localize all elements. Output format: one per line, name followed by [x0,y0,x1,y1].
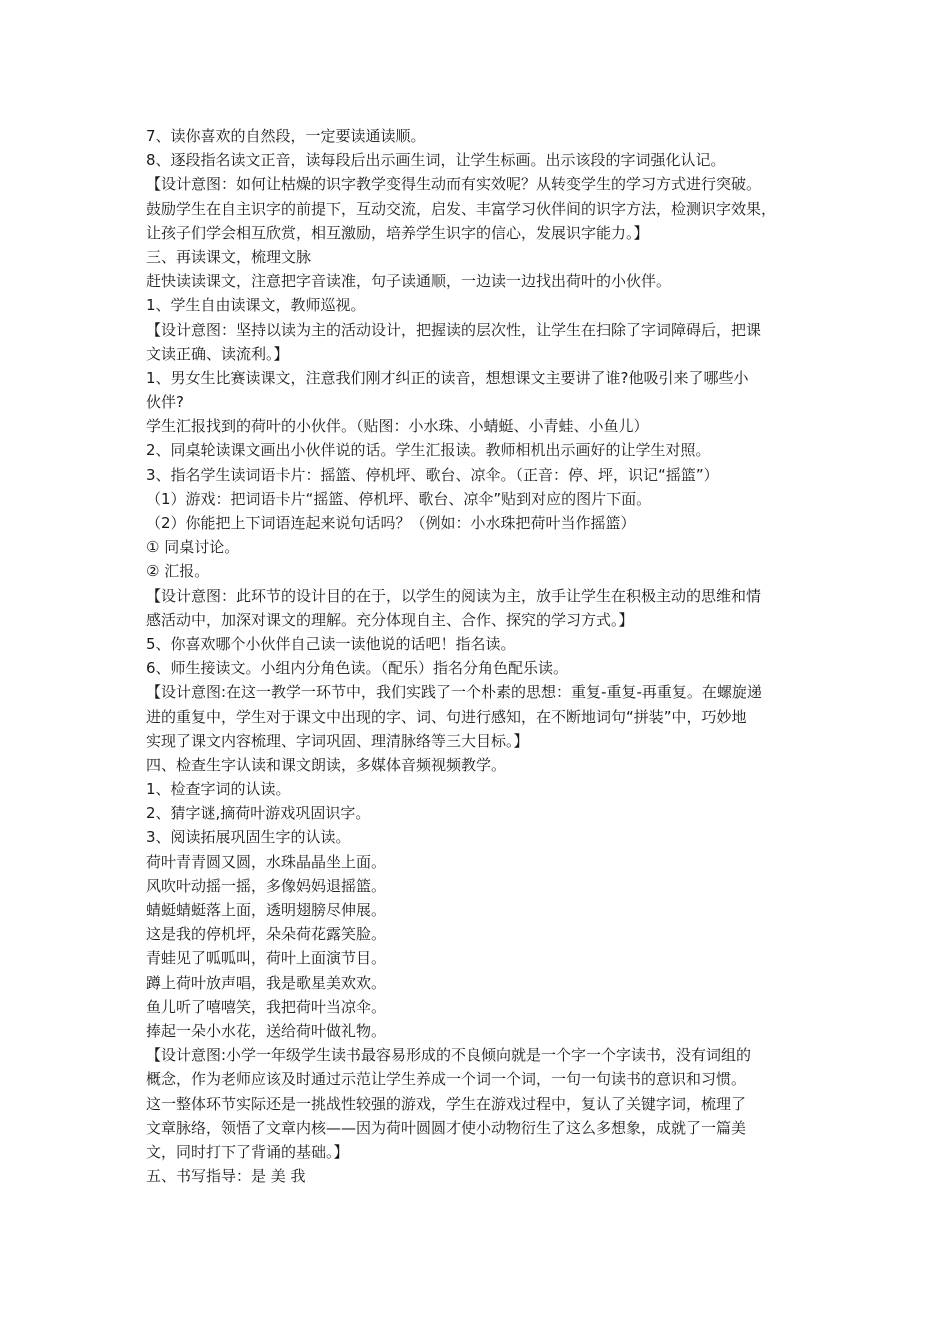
text-line: 3、阅读拓展巩固生字的认读。 [146,828,351,847]
text-line: 鼓励学生在自主识字的前提下，互动交流，启发、丰富学习伙伴间的识字方法，检测识字效果， [146,199,777,218]
text-line: 6、师生接读文。小组内分角色读。（配乐）指名分角色配乐读。 [146,659,569,678]
text-line: 伙伴? [146,393,184,412]
text-line: 概念，作为老师应该及时通过示范让学生养成一个词一个词，一句一句读书的意识和习惯。 [146,1070,747,1089]
text-line: 捧起一朵小水花，送给荷叶做礼物。 [146,1021,387,1040]
text-line: 四、检查生字认读和课文朗读，多媒体音频视频教学。 [146,755,507,774]
text-line: （1）游戏：把词语卡片“摇篮、停机坪、歌台、凉伞”贴到对应的图片下面。 [146,489,652,508]
text-line: ② 汇报。 [146,562,210,581]
text-line: 学生汇报找到的荷叶的小伙伴。（贴图：小水珠、小蜻蜓、小青蛙、小鱼儿） [146,417,649,436]
text-line: 1、学生自由读课文，教师巡视。 [146,296,366,315]
text-line: 让孩子们学会相互欣赏，相互激励，培养学生识字的信心，发展识字能力。】 [146,223,649,242]
text-line: 三、再读课文，梳理文脉 [146,247,312,266]
text-line: 这是我的停机坪，朵朵荷花露笑脸。 [146,925,387,944]
text-line: 8、逐段指名读文正音，读每段后出示画生词，让学生标画。出示该段的字词强化认记。 [146,151,726,170]
text-line: 7、读你喜欢的自然段，一定要读通读顺。 [146,127,426,145]
text-line: 感活动中，加深对课文的理解。充分体现自主、合作、探究的学习方式。】 [146,610,634,629]
text-line: 进的重复中，学生对于课文中出现的字、词、句进行感知，在不断地词句“拼装”中，巧妙地 [146,707,747,726]
text-line: 2、猜字谜,摘荷叶游戏巩固识字。 [146,804,371,823]
text-line: 【设计意图：如何让枯燥的识字教学变得生动而有实效呢？从转变学生的学习方式进行突破。 [146,175,762,194]
document-body [146,124,826,1188]
text-line: 文章脉络，领悟了文章内核——因为荷叶圆圆才使小动物衍生了这么多想象，成就了一篇美 [146,1118,747,1137]
text-line: 【设计意图:在这一教学一环节中，我们实践了一个朴素的思想：重复-重复-再重复。在螺旋递 [146,683,762,702]
text-line: 【设计意图:小学一年级学生读书最容易形成的不良倾向就是一个字一个字读书，没有词组的 [146,1046,752,1065]
text-line: 风吹叶动摇一摇，多像妈妈退摇篮。 [146,876,387,895]
text-line: 【设计意图：坚持以读为主的活动设计，把握读的层次性，让学生在扫除了字词障碍后，把课 [146,320,762,339]
text-line: 实现了课文内容梳理、字词巩固、理清脉络等三大目标。】 [146,731,529,750]
text-line: 1、检查字词的认读。 [146,780,291,799]
text-line: 青蛙见了呱呱叫，荷叶上面演节目。 [146,949,387,968]
text-line: 1、男女生比赛读课文，注意我们刚才纠正的读音，想想课文主要讲了谁?他吸引来了哪些小 [146,368,749,387]
text-line: 荷叶青青圆又圆，水珠晶晶坐上面。 [146,852,387,871]
text-line: 蜻蜓蜻蜓落上面，透明翅膀尽伸展。 [146,901,387,919]
text-line: 文，同时打下了背诵的基础。】 [146,1142,349,1161]
text-line: ① 同桌讨论。 [146,538,240,557]
text-line: 赶快读读课文，注意把字音读准，句子读通顺，一边读一边找出荷叶的小伙伴。 [146,272,672,291]
text-line: 5、你喜欢哪个小伙伴自己读一读他说的话吧！指名读。 [146,634,516,653]
text-line: 【设计意图：此环节的设计目的在于，以学生的阅读为主，放手让学生在积极主动的思维和情 [146,586,762,605]
text-line: 蹲上荷叶放声唱，我是歌星美欢欢。 [146,973,387,992]
text-line: 文读正确、读流利。】 [146,344,289,363]
text-line: 2、同桌轮读课文画出小伙伴说的话。学生汇报读。教师相机出示画好的让学生对照。 [146,441,711,460]
text-line: 五、书写指导：是 美 我 [146,1167,306,1186]
text-line: 鱼儿听了嘻嘻笑，我把荷叶当凉伞。 [146,997,387,1016]
text-line: 3、指名学生读词语卡片：摇篮、停机坪、歌台、凉伞。（正音：停、坪，识记“摇篮”） [146,465,719,484]
text-line: 这一整体环节实际还是一挑战性较强的游戏，学生在游戏过程中，复认了关键字词，梳理了 [146,1094,747,1113]
text-line: （2）你能把上下词语连起来说句话吗？（例如：小水珠把荷叶当作摇篮） [146,514,636,532]
